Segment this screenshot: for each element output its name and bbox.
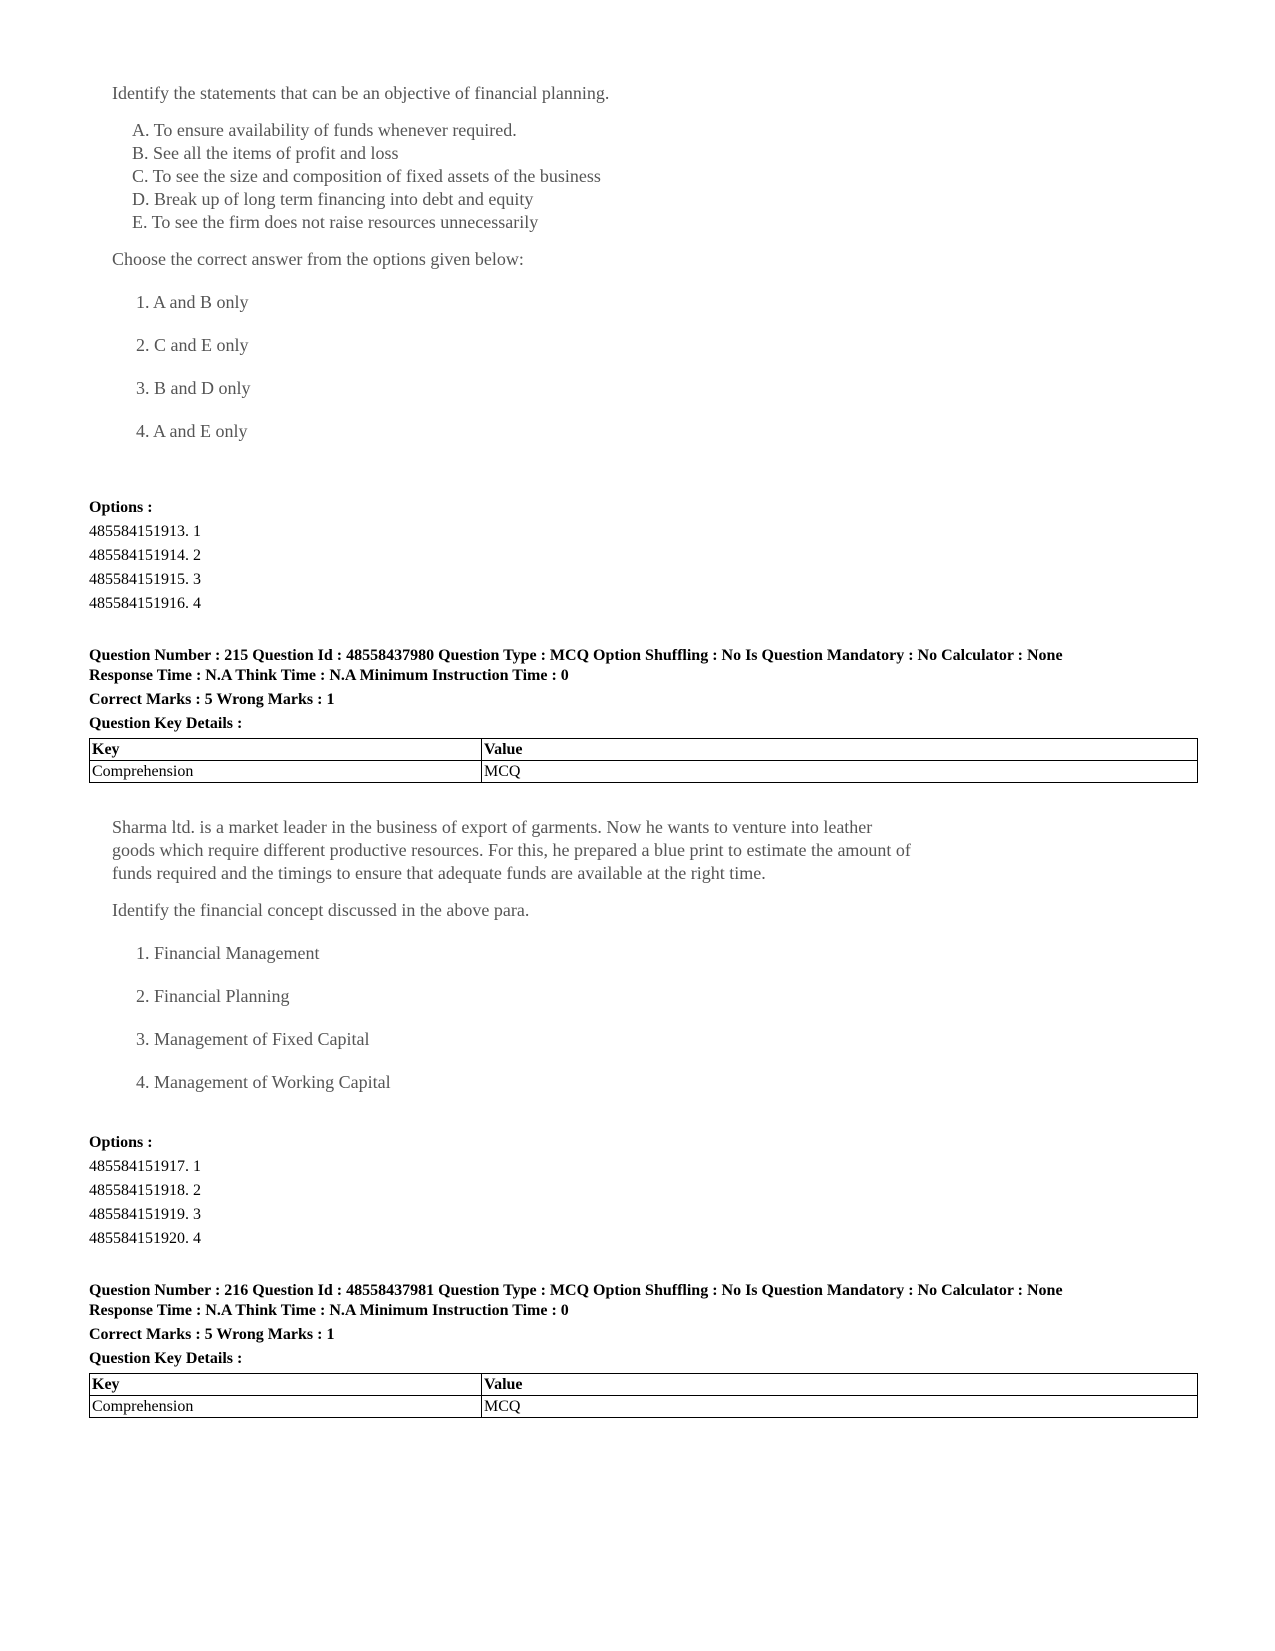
table-header-cell: Value [482,1374,1198,1396]
passage-line: goods which require different productive resources. For this, he prepared a blue print to estimate the amount of [112,840,911,860]
table-header-cell: Value [482,739,1198,761]
table-cell: MCQ [482,761,1198,783]
question-prompt: Identify the statements that can be an objective of financial planning. [112,83,610,103]
question-meta-line: Question Number : 215 Question Id : 48558437980 Question Type : MCQ Option Shuffling : No Is Question Mandatory : No Calculator : None [89,647,1063,664]
key-details-heading: Question Key Details : [89,1350,243,1367]
options-heading: Options : [89,1134,153,1151]
answer-choice: 1. Financial Management [136,943,320,963]
option-item: 485584151917. 1 [89,1158,201,1175]
question-prompt: Identify the financial concept discussed in the above para. [112,900,530,920]
table-header-row [90,739,1198,761]
option-item: 485584151916. 4 [89,595,201,612]
marks-line: Correct Marks : 5 Wrong Marks : 1 [89,691,335,708]
options-heading: Options : [89,499,153,516]
statement-list [132,119,609,234]
table-cell: MCQ [482,1396,1198,1418]
option-item: 485584151919. 3 [89,1206,201,1223]
question-meta-line: Response Time : N.A Think Time : N.A Minimum Instruction Time : 0 [89,667,569,684]
key-details-table [89,1373,1198,1418]
statement-item: C. To see the size and composition of fixed assets of the business [132,166,601,186]
choose-instruction: Choose the correct answer from the options given below: [112,249,524,269]
statement-item: D. Break up of long term financing into debt and equity [132,189,534,209]
statement-item: A. To ensure availability of funds whenever required. [132,120,517,140]
question-meta-line: Response Time : N.A Think Time : N.A Minimum Instruction Time : 0 [89,1302,569,1319]
passage-line: Sharma ltd. is a market leader in the business of export of garments. Now he wants to venture into leather [112,817,873,837]
key-details-table [89,738,1198,783]
table-cell: Comprehension [90,761,482,783]
answer-choice: 3. Management of Fixed Capital [136,1029,370,1049]
table-header-row [90,1374,1198,1396]
option-item: 485584151920. 4 [89,1230,201,1247]
passage-line: funds required and the timings to ensure that adequate funds are available at the right time. [112,863,766,883]
table-header-cell: Key [90,739,482,761]
option-item: 485584151914. 2 [89,547,201,564]
option-item: 485584151918. 2 [89,1182,201,1199]
question-meta-215 [89,646,1199,783]
table-header-cell: Key [90,1374,482,1396]
answer-choice: 4. A and E only [136,421,248,441]
statement-item: E. To see the firm does not raise resources unnecessarily [132,212,539,232]
answer-choice: 2. C and E only [136,335,249,355]
question-image-215 [112,816,911,1094]
table-row [90,1396,1198,1418]
answer-choice: 1. A and B only [136,292,249,312]
question-image-214 [112,82,609,443]
option-item: 485584151915. 3 [89,571,201,588]
options-block-214 [89,496,1199,616]
table-row [90,761,1198,783]
options-block-215 [89,1131,1199,1251]
question-meta-216 [89,1281,1199,1418]
answer-choice: 3. B and D only [136,378,251,398]
key-details-heading: Question Key Details : [89,715,243,732]
question-meta-line: Question Number : 216 Question Id : 48558437981 Question Type : MCQ Option Shuffling : No Is Question Mandatory : No Calculator : None [89,1282,1063,1299]
marks-line: Correct Marks : 5 Wrong Marks : 1 [89,1326,335,1343]
answer-choice: 2. Financial Planning [136,986,290,1006]
table-cell: Comprehension [90,1396,482,1418]
option-item: 485584151913. 1 [89,523,201,540]
statement-item: B. See all the items of profit and loss [132,143,399,163]
answer-choice: 4. Management of Working Capital [136,1072,391,1092]
